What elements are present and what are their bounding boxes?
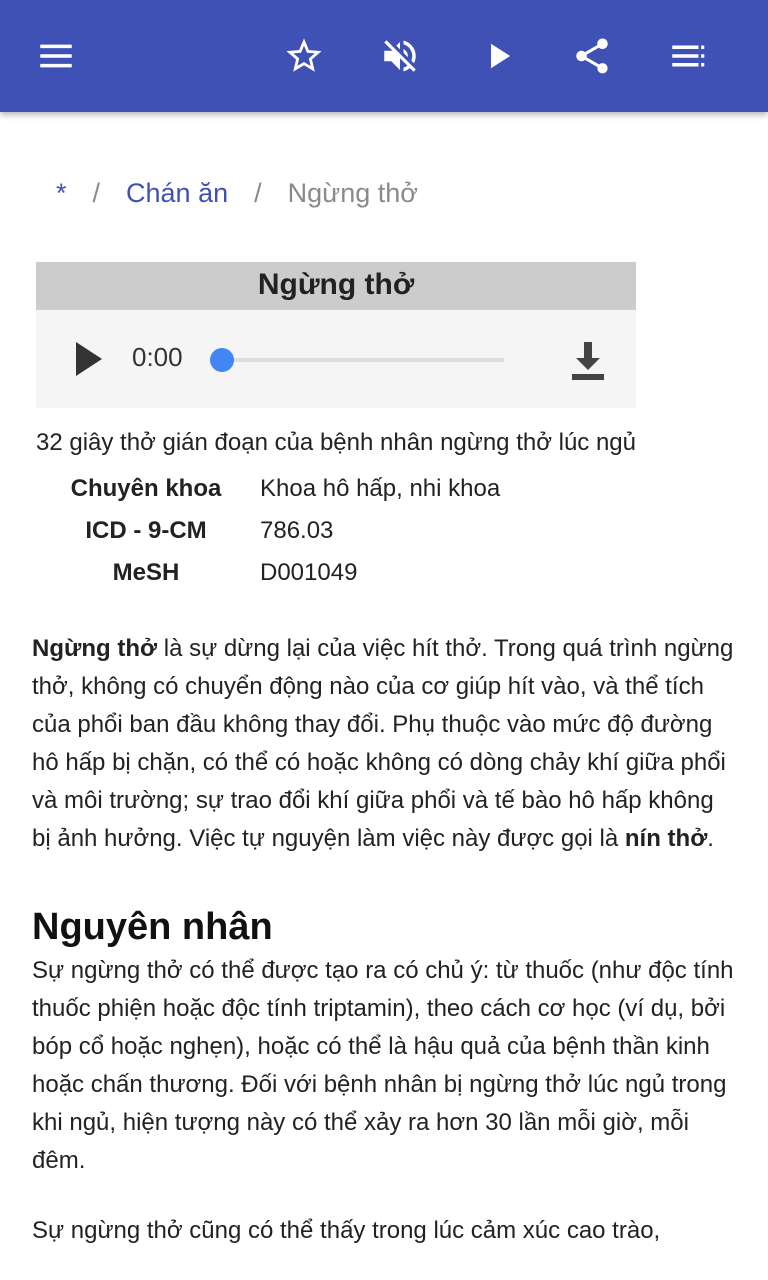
intro-term: Ngừng thở [32,635,158,662]
infobox-table [36,468,636,594]
infobox-title: Ngừng thở [36,262,636,310]
menu-icon [35,35,77,77]
play-icon [477,35,519,77]
infobox-caption: 32 giây thở gián đoạn của bệnh nhân ngừng thở lúc ngủ [36,429,636,456]
breadcrumb-separator: / [92,178,101,208]
audio-play-button[interactable] [72,342,104,376]
section-paragraph: Sự ngừng thở cũng có thể thấy trong lúc cảm xúc cao trào, [32,1217,661,1244]
volume-off-icon [379,35,421,77]
infobox-row-value: 786.03 [260,517,334,544]
breadcrumb-parent-link[interactable]: Chán ăn [126,178,229,208]
breadcrumb-home-link[interactable]: * [56,178,67,208]
infobox-row-label: ICD - 9-CM [85,517,207,544]
play-button[interactable] [470,28,526,84]
intro-term-2: nín thở [624,825,708,852]
play-icon [72,342,104,376]
infobox-row [36,468,636,510]
section-paragraph: Sự ngừng thở có thể được tạo ra có chủ ý: từ thuốc (như độc tính thuốc phiện hoặc độc tính triptamin), theo cách cơ học (ví dụ, bởi bóp cổ hoặc nghẹn), hoặc có thể là hậu quả của bệnh thần kinh hoặc chấn thương. Đối với bệnh nhân bị ngừng thở lúc ngủ trong khi ngủ, hiện tượng này có thể xảy ra hơn 30 lần mỗi giờ, mỗi đêm. [32,957,734,1174]
app-toolbar [0,0,768,112]
audio-seek-handle[interactable] [210,348,234,372]
intro-end: . [707,825,714,852]
breadcrumb-separator: / [254,178,262,208]
star-icon [283,35,325,77]
download-icon [570,342,606,380]
favorite-button[interactable] [276,28,332,84]
infobox [36,262,636,594]
infobox-row [36,510,636,552]
section-heading: Nguyên nhân [32,906,273,948]
breadcrumb [56,178,418,209]
infobox-row-label: MeSH [112,559,180,586]
infobox-row [36,552,636,594]
audio-player [36,310,636,408]
audio-seek-bar[interactable] [214,358,504,362]
audio-time: 0:00 [132,342,183,372]
contents-button[interactable] [660,28,716,84]
mute-button[interactable] [372,28,428,84]
infobox-row-value: Khoa hô hấp, nhi khoa [260,475,501,502]
page-content [0,112,768,1280]
share-icon [571,35,613,77]
breadcrumb-current: Ngừng thở [287,178,418,208]
article-body [32,630,738,1250]
intro-paragraph [32,630,738,858]
infobox-row-label: Chuyên khoa [70,475,222,502]
list-icon [667,35,709,77]
share-button[interactable] [564,28,620,84]
audio-download-button[interactable] [570,342,606,380]
infobox-row-value: D001049 [260,559,358,586]
intro-text: là sự dừng lại của việc hít thở. Trong quá trình ngừng thở, không có chuyển động nào của cơ giúp hít vào, và thể tích của phổi ban đầu không thay đổi. Phụ thuộc vào mức độ đường hô hấp bị chặn, có thể có hoặc không có dòng chảy khí giữa phổi và môi trường; sự trao đổi khí giữa phổi và tế bào hô hấp không bị ảnh hưởng. Việc tự nguyện làm việc này được gọi là [32,635,734,852]
menu-button[interactable] [28,28,84,84]
